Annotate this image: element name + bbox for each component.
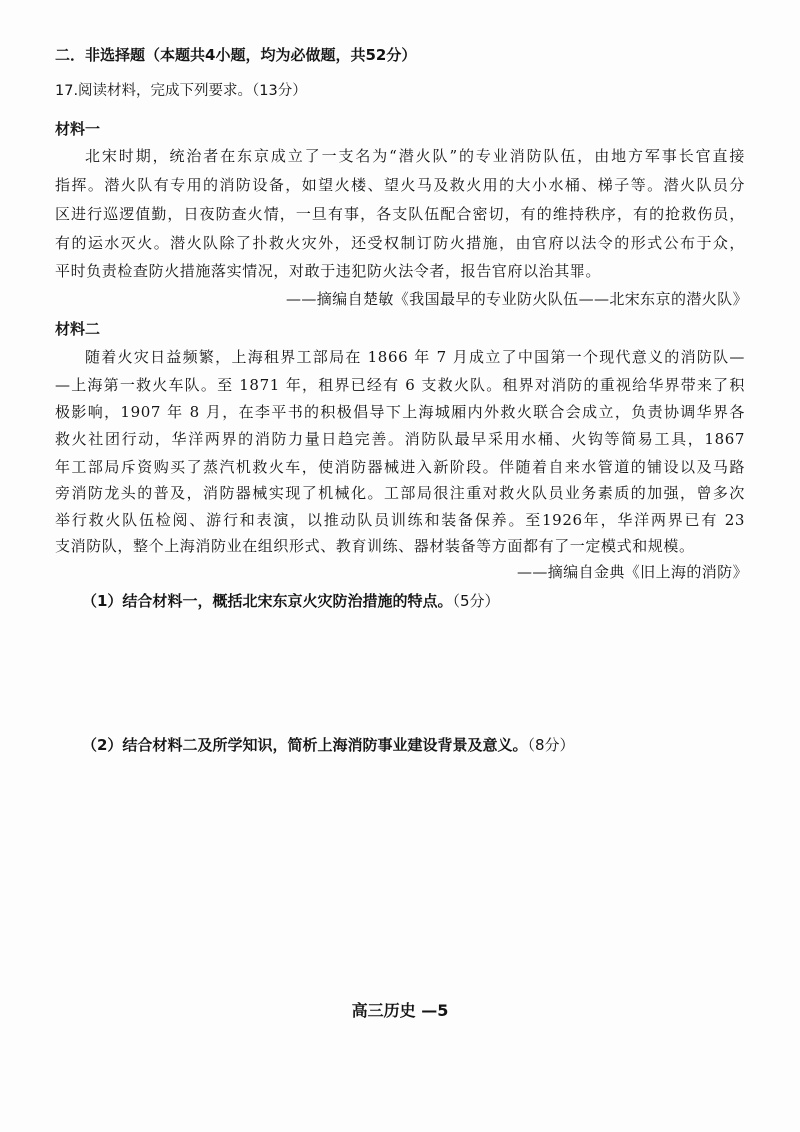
material-1-line: 区进行巡逻值勤，日夜防查火情，一旦有事，各支队伍配合密切，有的维持秩序，有的抢救伤员， <box>55 205 745 223</box>
material-2-line: 举行救火队伍检阅、游行和表演，以推动队员训练和装备保养。至1926年，华洋两界已有 23 <box>55 511 745 529</box>
material-2-line: 年工部局斥资购买了蒸汽机救火车，使消防器械进入新阶段。伴随着自来水管道的铺设以及马路 <box>55 458 745 476</box>
material-1-source: ——摘编自楚敏《我国最早的专业防火队伍——北宋东京的潜火队》 <box>285 290 748 308</box>
material-2-line: 极影响，1907 年 8 月，在李平书的积极倡导下上海城厢内外救火联合会成立，负责协调华界各 <box>55 403 745 421</box>
material-2-label: 材料二 <box>55 320 101 338</box>
sub-question-1-text: （1）结合材料一，概括北宋东京火灾防治措施的特点。 <box>82 592 453 610</box>
sub-question-2-text: （2）结合材料二及所学知识，简析上海消防事业建设背景及意义。 <box>82 736 528 754</box>
material-1-label: 材料一 <box>55 120 101 138</box>
sub-question-1 <box>82 591 500 611</box>
section-heading: 二．非选择题（本题共4小题，均为必做题，共52分） <box>55 46 417 64</box>
sub-question-1-score: （5分） <box>452 592 500 610</box>
material-1-line: 北宋时期，统治者在东京成立了一支名为“潜火队”的专业消防队伍，由地方军事长官直接 <box>85 147 745 165</box>
material-2-line: —上海第一救火车队。至 1871 年，租界已经有 6 支救火队。租界对消防的重视给华界带来了积 <box>55 376 745 394</box>
material-2-source: ——摘编自金典《旧上海的消防》 <box>516 563 748 581</box>
material-1-line: 有的运水灭火。潜火队除了扑救火灾外，还受权制订防火措施，由官府以法令的形式公布于众， <box>55 234 745 252</box>
sub-question-2-score: （8分） <box>527 736 575 754</box>
material-1-line: 平时负责检查防火措施落实情况，对敢于违犯防火法令者，报告官府以治其罪。 <box>55 262 602 280</box>
material-2-line: 支消防队，整个上海消防业在组织形式、教育训练、器材装备等方面都有了一定模式和规模。 <box>55 537 695 555</box>
page-footer: 高三历史 —5 <box>351 1001 449 1020</box>
sub-question-2 <box>82 735 575 755</box>
material-2-line: 随着火灾日益频繁，上海租界工部局在 1866 年 7 月成立了中国第一个现代意义的消防队— <box>85 348 745 366</box>
material-2-line: 救火社团行动，华洋两界的消防力量日趋完善。消防队最早采用水桶、火钩等简易工具，1867 <box>55 430 745 448</box>
question-title: 17.阅读材料，完成下列要求。（13分） <box>55 83 307 99</box>
material-2-line: 旁消防龙头的普及，消防器械实现了机械化。工部局很注重对救火队员业务素质的加强，曾多次 <box>55 484 745 502</box>
material-1-line: 指挥。潜火队有专用的消防设备，如望火楼、望火马及救火用的大小水桶、梯子等。潜火队员分 <box>55 176 745 194</box>
